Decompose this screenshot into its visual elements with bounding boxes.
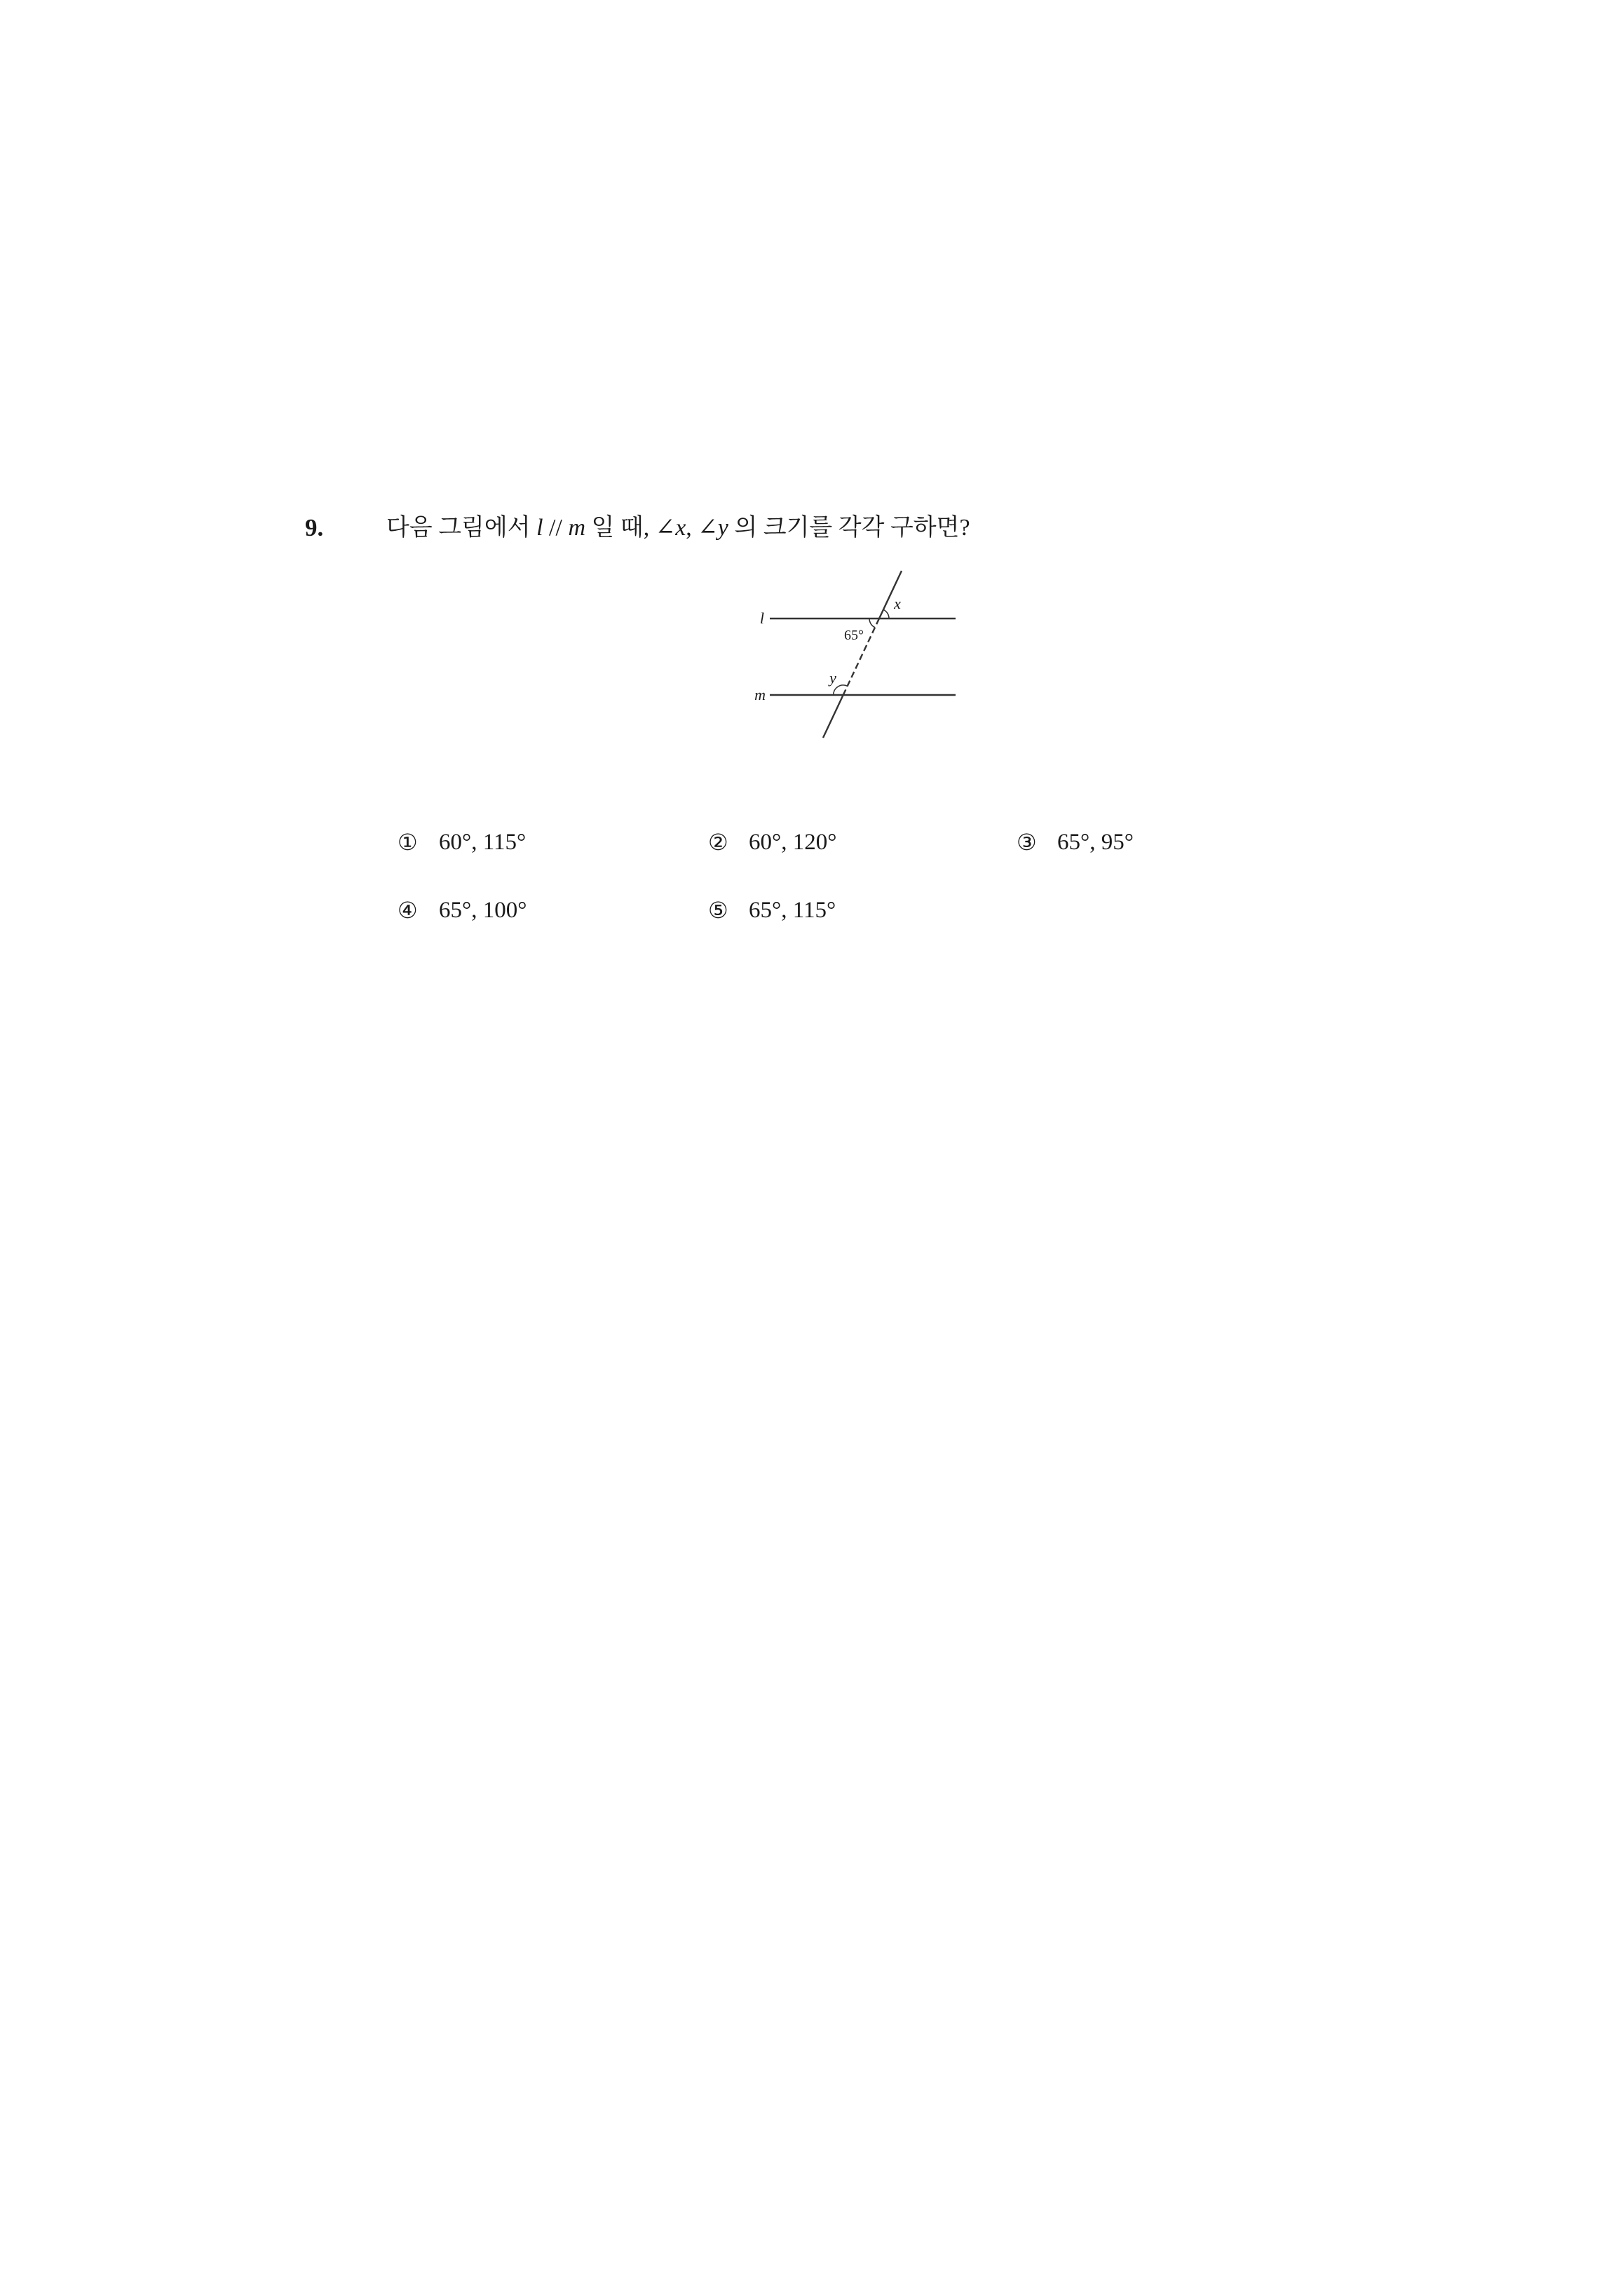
parallel-symbol: // xyxy=(543,515,569,541)
angle-x-symbol: x xyxy=(675,515,686,541)
transversal-lower xyxy=(823,695,843,738)
line-l-label: l xyxy=(759,609,764,627)
choice-3-text: 65°, 95° xyxy=(1057,830,1134,855)
choice-1-text: 60°, 115° xyxy=(439,830,527,855)
question-text-part: 다음 그림에서 xyxy=(386,515,537,541)
parallel-lines-figure xyxy=(736,561,975,750)
line-m-label: m xyxy=(754,686,766,703)
question-text xyxy=(386,513,970,543)
line-m-symbol: m xyxy=(568,515,585,541)
choice-5-text: 65°, 115° xyxy=(749,898,836,923)
angle-y-symbol: y xyxy=(717,515,728,541)
choice-4-marker: ④ xyxy=(398,898,418,923)
choice-4-text: 65°, 100° xyxy=(439,898,527,923)
question-text-part: , xyxy=(686,515,698,541)
choice-2-text: 60°, 120° xyxy=(749,830,837,855)
angle-x-label: x xyxy=(894,595,901,612)
question-text-part: 일 때, xyxy=(585,515,656,541)
question-text-part: 의 크기를 각각 구하면? xyxy=(728,515,970,541)
choice-3-marker: ③ xyxy=(1017,830,1037,855)
angle-symbol: ∠ xyxy=(698,515,718,541)
angle-x-arc xyxy=(883,609,889,619)
angle-65-arc xyxy=(869,619,875,628)
given-angle-label: 65° xyxy=(844,628,864,643)
angle-y-label: y xyxy=(829,669,836,687)
line-l-symbol: l xyxy=(536,515,543,541)
choice-1-marker: ① xyxy=(398,830,418,855)
choice-5-marker: ⑤ xyxy=(708,898,728,923)
choice-2-marker: ② xyxy=(708,830,728,855)
question-number: 9. xyxy=(305,514,324,541)
angle-symbol: ∠ xyxy=(655,515,676,541)
